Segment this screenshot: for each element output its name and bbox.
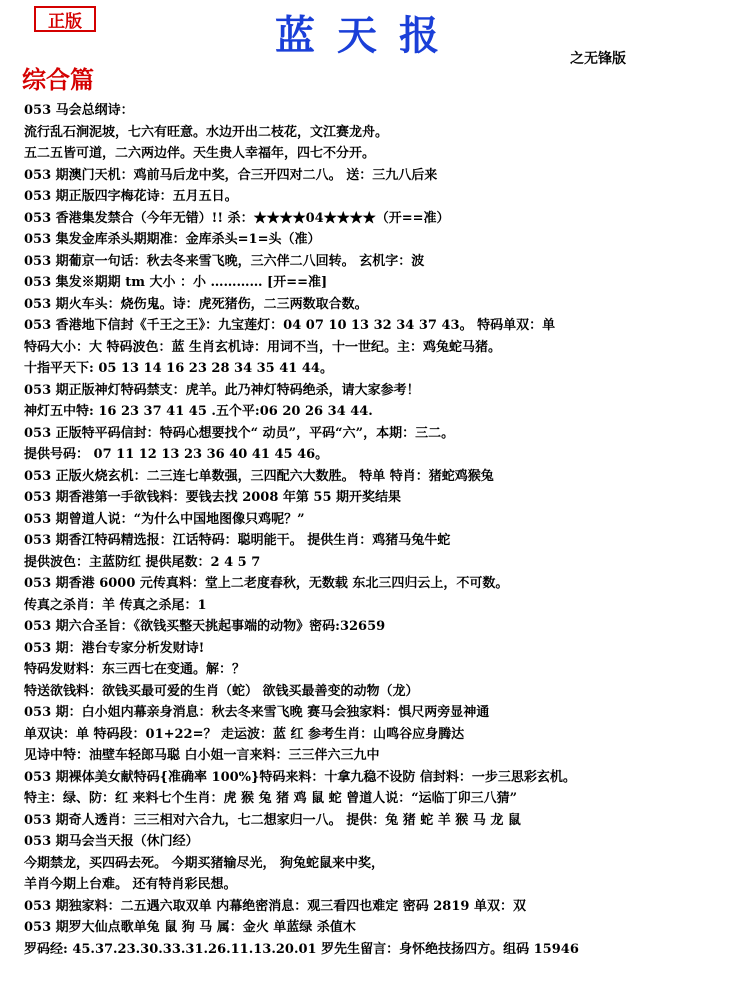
text-line: 十指平天下: 05 13 14 16 23 28 34 35 41 44。	[24, 361, 333, 376]
text-line: 053 期正版四字梅花诗：五月五日。	[24, 189, 238, 204]
text-line: 053 期马会当天报（休门经）	[24, 834, 199, 849]
text-line: 053 期独家料：二五遇六取双单 内幕绝密消息：观三看四也难定 密码 2819 单双：双	[24, 898, 526, 914]
text-line: 流行乱石涧泥坡，七六有旺意。水边开出二枝花，文江赛龙舟。	[24, 124, 389, 140]
text-line: 053 期香港第一手欲钱料：要钱去找 2008 年第 55 期开奖结果	[24, 490, 402, 505]
text-line: 053 期罗大仙点歌单兔 鼠 狗 马 属：金火 单蓝绿 杀值木	[24, 920, 356, 935]
text-line: 见诗中特：油壁车轻郎马聪 白小姐一言来料：三三伴六三九中	[24, 748, 380, 763]
text-line: 053 期曾道人说：“为什么中国地图像只鸡呢？”	[24, 511, 305, 527]
text-line: 053 集发※期期 tm 大小 ：小 ………… [开==准]	[24, 275, 328, 290]
text-line: 053 期葡京一句话：秋去冬来雪飞晚，三六伴二八回转。 玄机字：波	[24, 253, 425, 269]
text-line: 053 香港集发禁合（今年无错）!! 杀：★★★★04★★★★（开==准）	[24, 210, 450, 226]
text-line: 053 期香港 6000 元传真料：堂上二老度春秋，无数载 东北三四归云上，不可数。	[24, 576, 509, 591]
text-line: 053 期：白小姐内幕亲身消息：秋去冬来雪飞晚 赛马会独家料：惧尺两旁显神通	[24, 705, 490, 720]
text-line: 特码发财料：东三西七在变通。解：？	[24, 662, 246, 677]
text-line: 罗码经: 45.37.23.30.33.31.26.11.13.20.01 罗先生留言：身怀绝技扬四方。组码 15946	[24, 941, 579, 957]
text-line: 053 期火车头：烧伤鬼。诗：虎死猪伤，二三两数取合数。	[24, 296, 368, 312]
text-line: 053 集发金库杀头期期准：金库杀头=1=头（准）	[24, 232, 321, 247]
text-line: 053 期香江特码精选报：江话特码：聪明能干。 提供生肖：鸡猪马兔牛蛇	[24, 533, 451, 548]
text-line: 053 期：港台专家分析发财诗!	[24, 640, 205, 656]
text-line: 053 马会总纲诗：	[24, 103, 134, 118]
section-title: 综合篇	[22, 66, 94, 94]
text-line: 羊肖今期上台难。 还有特肖彩民想。	[24, 877, 237, 892]
edition-label: 之无锋版	[570, 51, 626, 67]
text-line: 053 期奇人透肖：三三相对六合九，七二想家归一八。 提供：兔 猪 蛇 羊 猴 马 龙 鼠	[24, 812, 521, 828]
masthead-title: 蓝天报	[275, 12, 461, 59]
text-line: 五二五皆可道，二六两边伴。天生贵人幸福年，四七不分开。	[24, 146, 376, 161]
text-line: 提供波色：主蓝防红 提供尾数：2 4 5 7	[24, 554, 261, 570]
text-line: 特主：绿、防：红 来料七个生肖：虎 猴 兔 猪 鸡 鼠 蛇 曾道人说：“运临丁卯三八猜”	[24, 791, 518, 806]
text-line: 053 正版特平码信封：特码心想要找个“ 动员”，平码“六”，本期：三二。	[24, 425, 455, 441]
text-line: 传真之杀肖：羊 传真之杀尾：1	[24, 597, 207, 613]
text-line: 特送欲钱料：欲钱买最可爱的生肖（蛇） 欲钱买最善变的动物（龙）	[24, 683, 419, 699]
text-line: 053 期裸体美女献特码{准确率 100%}特码来料：十拿九稳不设防 信封料：一步三思彩玄机。	[24, 769, 576, 785]
text-line: 今期禁龙，买四码去死。 今期买猪输尽光， 狗兔蛇鼠来中奖，	[24, 855, 385, 871]
text-line: 提供号码： 07 11 12 13 23 36 40 41 45 46。	[24, 447, 329, 462]
text-line: 053 香港地下信封《千王之王》：九宝莲灯：04 07 10 13 32 34 37 43。 特码单双：单	[24, 318, 556, 333]
text-line: 053 正版火烧玄机：二三连七单数强，三四配六大数胜。 特单 特肖：猪蛇鸡猴兔	[24, 468, 494, 484]
text-line: 053 期正版神灯特码禁支：虎羊。此乃神灯特码绝杀，请大家参考！	[24, 382, 420, 398]
text-line: 053 期六合圣旨：《欲钱买整天挑起事端的动物》密码:32659	[24, 619, 386, 634]
text-line: 特码大小：大 特码波色：蓝 生肖玄机诗：用词不当，十一世纪。主：鸡兔蛇马猪。	[24, 339, 502, 355]
text-line: 神灯五中特: 16 23 37 41 45 .五个平:06 20 26 34 44.	[24, 404, 373, 419]
article-body	[24, 100, 730, 960]
edition-badge: 正版	[34, 6, 96, 32]
text-line: 单双诀：单 特码段：01+22=？ 走运波：蓝 红 参考生肖：山鸣谷应身腾达	[24, 726, 465, 742]
text-line: 053 期澳门天机：鸡前马后龙中奖，合三开四对二八。 送：三九八后来	[24, 167, 438, 183]
